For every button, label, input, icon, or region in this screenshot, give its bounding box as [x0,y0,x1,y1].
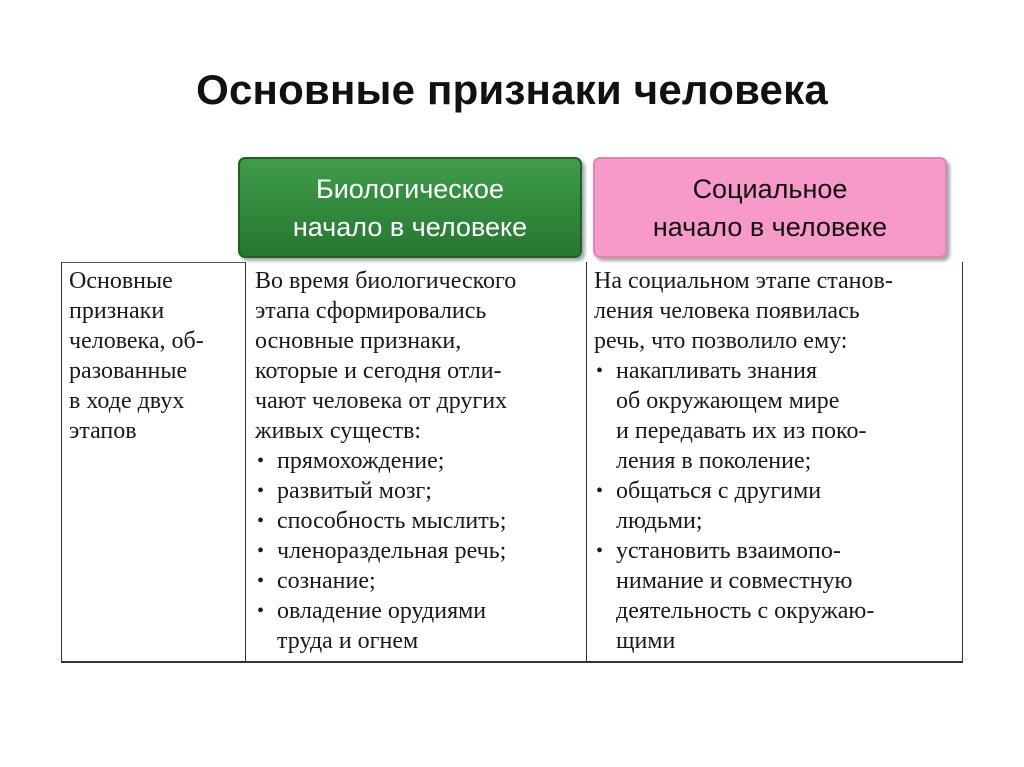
list-item: • развитый мозг; [255,476,585,506]
social-header-label: Социальное начало в человеке [652,173,888,242]
list-item: • членораздельная речь; [255,536,585,566]
table-top-border [61,262,245,263]
table-divider-2 [586,262,587,662]
biological-list [255,446,585,656]
row-label-text: Основные признаки человека, об- разованные в ходе двух этапов [69,268,204,444]
social-header [593,157,947,258]
row-label-cell [69,266,241,446]
list-item: • установить взаимопо- нимание и совместную деятельность с окружаю- щими [594,536,959,656]
social-cell [594,266,959,656]
list-item: • общаться с другими людьми; [594,476,959,536]
table-border-right [962,262,963,662]
social-intro: На социальном этапе станов- ления человека появилась речь, что позволило ему: [594,268,893,354]
list-item: • сознание; [255,566,585,596]
biological-cell [255,266,585,656]
biological-header-label: Биологическое начало в человеке [292,173,528,242]
biological-header [238,157,582,258]
list-item: • прямохождение; [255,446,585,476]
page-title: Основные признаки человека [196,66,828,113]
list-item: • накапливать знания об окружающем мире и передавать их из поко- ления в поколение; [594,356,959,476]
social-list [594,356,959,656]
table-divider-1 [245,262,246,662]
list-item: • способность мыслить; [255,506,585,536]
table-bottom-border [61,661,963,663]
table-border-left [61,262,62,662]
biological-intro: Во время биологического этапа сформировались основные признаки, которые и сегодня отли- чают человека от других живых существ: [255,268,517,444]
list-item: • овладение орудиями труда и огнем [255,596,585,656]
